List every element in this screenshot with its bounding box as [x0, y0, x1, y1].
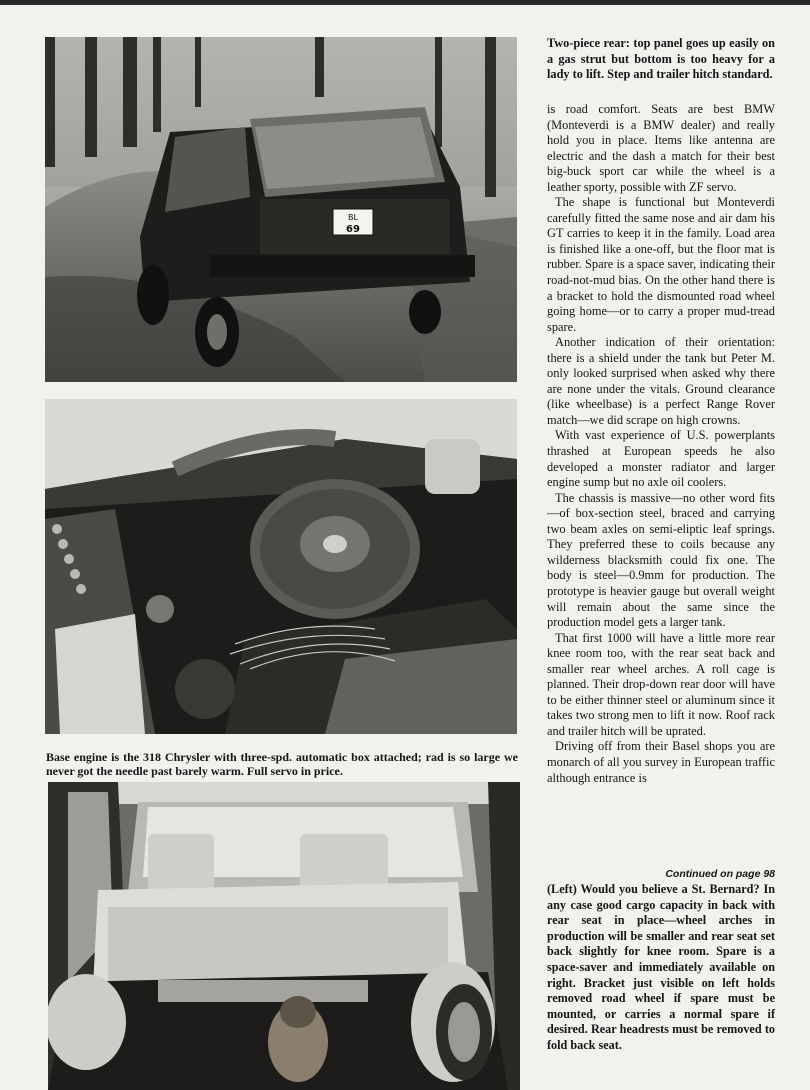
body-paragraph-1: is road comfort. Seats are best BMW (Monteverdi is a BMW dealer) and really hold you in place. Items like antenna are electric and the dash a match for their best big-buck sport car while the wheel is a leather sporty, possible with ZF servo. — [547, 102, 775, 194]
body-paragraph-6: That first 1000 will have a little more rear knee room too, with the rear seat back and smaller rear wheel arches. A roll cage is planned. Their drop-down rear door will have to be either thinner steel or aluminum since it takes two strong men to lift it now. Roof rack and trailer hitch will be uprated. — [547, 630, 775, 738]
page-top-edge — [0, 0, 810, 5]
photo-engine-bay — [45, 399, 517, 734]
continued-on-page: Continued on page 98 — [665, 868, 775, 880]
caption-engine: Base engine is the 318 Chrysler with three-spd. automatic box attached; rad is so large we never got the needle past barely warm. Full servo in price. — [46, 750, 518, 778]
photo-cargo-interior-dog — [48, 782, 520, 1090]
license-plate-top: BL — [348, 213, 358, 222]
body-paragraph-3: Another indication of their orientation: there is a shield under the tank but Peter M. only looked surprised when asked why there are none under the vitals. Ground clearance (like wheelbase) is a perfect Range Rover match—we did scrape on high crowns. — [547, 335, 775, 427]
photo-suv-rear-forest — [45, 37, 517, 382]
body-paragraph-4: With vast experience of U.S. powerplants thrashed at European speeds he also developed a monster radiator and larger engine sump but no axle oil coolers. — [547, 428, 775, 490]
article-body — [547, 102, 775, 786]
body-paragraph-5: The chassis is massive—no other word fits—of box-section steel, braced and carrying two beam axles on semi-eliptic leaf springs. They preferred these to coils because any wilderness blacksmith could fix one. The body is steel—0.9mm for production. The prototype is heavier gauge but overall weight will remain about the same since the production model gets a larger tank. — [547, 490, 775, 630]
body-paragraph-7: Driving off from their Basel shops you are monarch of all you survey in European traffic although entrance is — [547, 739, 775, 785]
caption-interior: (Left) Would you believe a St. Bernard? In any case good cargo capacity in back with rear seat in place—wheel arches in production will be smaller and rear seat set back slightly for knee room. Spare is a space-saver and immediately available on right. Bracket just visible on left holds removed road wheel if spare must be mounted, or carries a normal spare if desired. Rear headrests must be removed to fold back seat. — [547, 882, 775, 1052]
body-paragraph-2: The shape is functional but Monteverdi carefully fitted the same nose and air dam his GT carries to keep it in the family. Load area is finished like a one-off, but the floor mat is rubber. Spare is a space saver, indicating their road-not-mud bias. On the other hand there is a bracket to hold the dismounted road wheel going home—or to carry a proper mud-tread spare. — [547, 195, 775, 334]
license-plate-bottom: 69 — [346, 224, 360, 235]
caption-rear-door: Two-piece rear: top panel goes up easily on a gas strut but bottom is too heavy for a lady to lift. Step and trailer hitch standard. — [547, 36, 775, 82]
